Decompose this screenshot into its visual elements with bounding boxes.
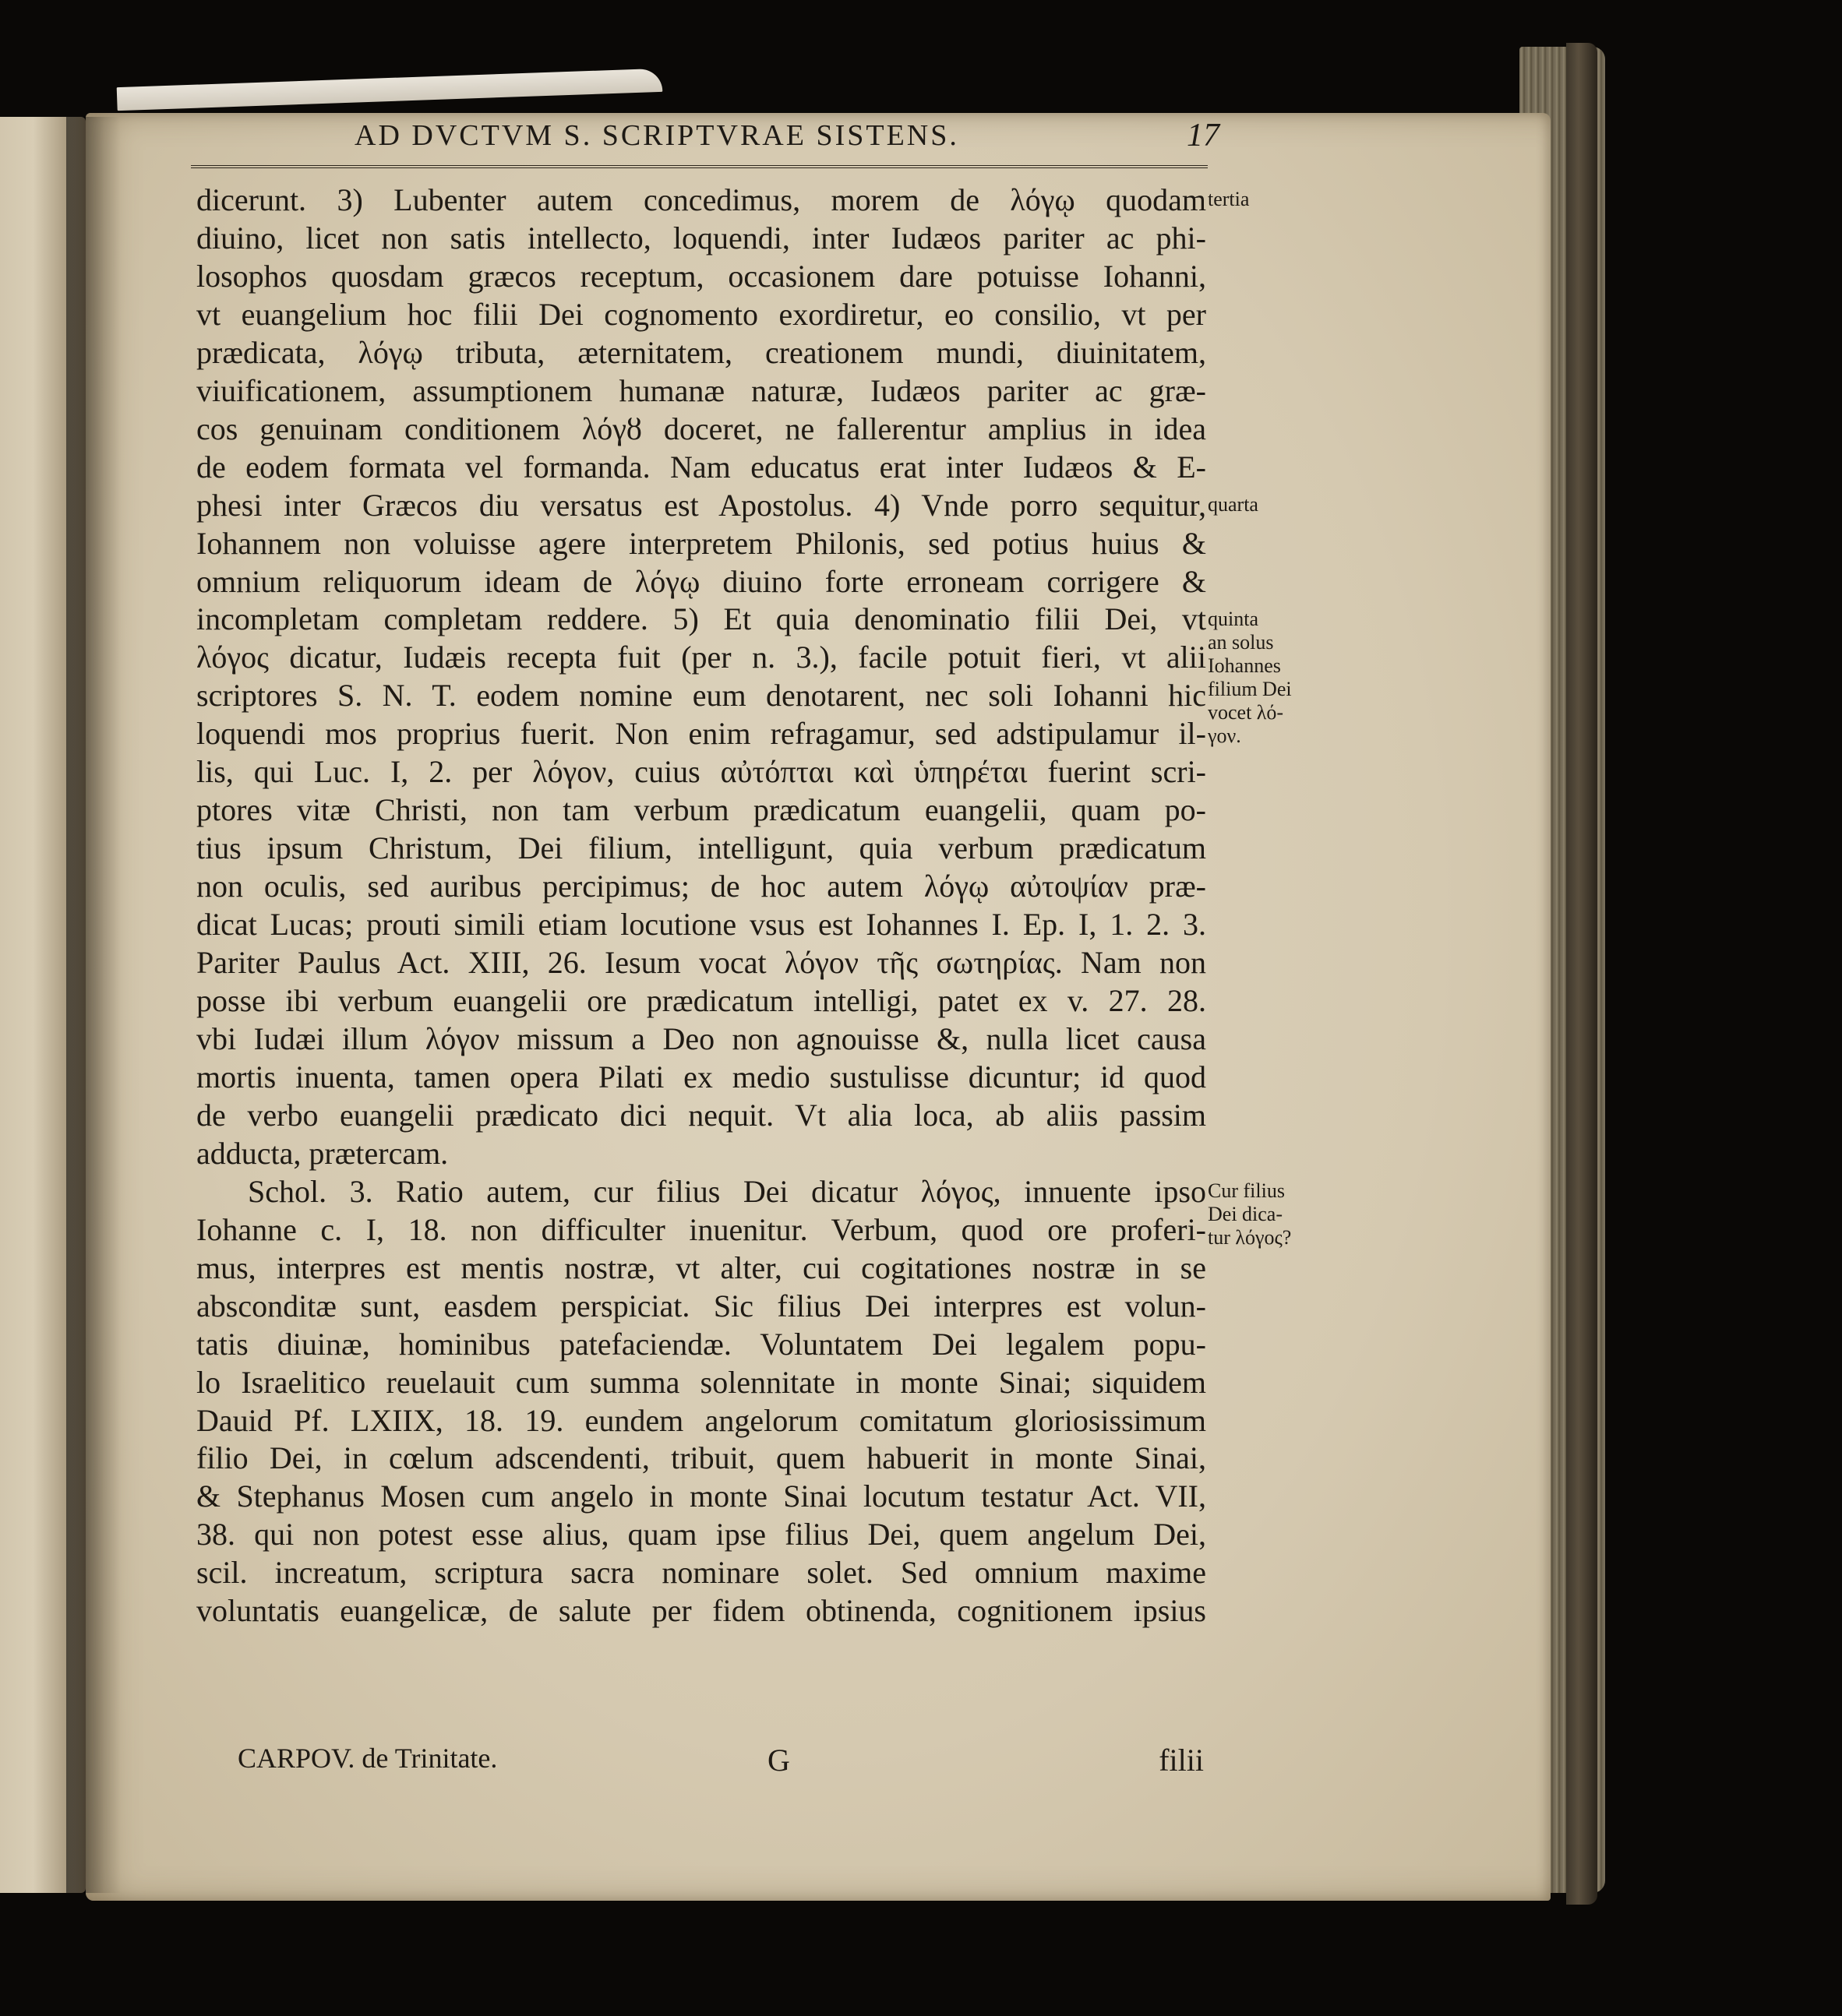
left-page-fragment	[0, 323, 1, 360]
margin-note	[1208, 1179, 1332, 1249]
text-line: dicat Lucas; prouti simili etiam locutione vsus est Iohannes I. Ep. I, 1. 2. 3.	[196, 907, 1206, 943]
margin-note-line: Dei dica-	[1208, 1202, 1283, 1225]
text-line: & Stephanus Mosen cum angelo in monte Sinai locutum testatur Act. VII,	[196, 1479, 1206, 1514]
margin-note-line: filium Dei	[1208, 677, 1292, 700]
margin-note-line: an solus	[1208, 630, 1274, 654]
text-line: Dauid Pf. LXIIX, 18. 19. eundem angelorum comitatum gloriosissimum	[196, 1402, 1206, 1438]
body-text	[196, 182, 1206, 1630]
margin-note	[1208, 188, 1332, 211]
text-line: phesi inter Græcos diu versatus est Apostolus. 4) Vnde porro sequitur,	[196, 487, 1206, 523]
text-line: λόγος dicatur, Iudæis recepta fuit (per n. 3.), facile potuit fieri, vt alii	[196, 640, 1206, 675]
margin-note-line: Cur filius	[1208, 1179, 1285, 1202]
margin-note-line: Iohannes	[1208, 654, 1281, 677]
text-line: lo Israelitico reuelauit cum summa solennitate in monte Sinai; siquidem	[196, 1364, 1206, 1400]
text-line: loquendi mos proprius fuerit. Non enim refragamur, sed adstipulamur il-	[196, 716, 1206, 752]
running-head: AD DVCTVM S. SCRIPTVRAE SISTENS.	[355, 119, 959, 152]
text-line: Iohanne c. I, 18. non difficulter inuenitur. Verbum, quod ore proferi-	[196, 1211, 1206, 1247]
text-line: scil. increatum, scriptura sacra nominare solet. Sed omnium maxime	[196, 1555, 1206, 1591]
text-line: diuino, licet non satis intellecto, loquendi, inter Iudæos pariter ac phi-	[196, 220, 1206, 256]
text-line: tius ipsum Christum, Dei filium, intelligunt, quia verbum prædicatum	[196, 830, 1206, 866]
text-line: lis, qui Luc. I, 2. per λόγον, cuius αὐτόπται καὶ ὑπηρέται fuerint scri-	[196, 754, 1206, 790]
margin-note	[1208, 493, 1332, 516]
text-line: ptores vitæ Christi, non tam verbum prædicatum euangelii, quam po-	[196, 792, 1206, 828]
margin-note-line: γον.	[1208, 724, 1241, 747]
page-header	[273, 118, 1219, 165]
margin-note-line: vocet λό-	[1208, 700, 1284, 724]
text-line: Iohannem non voluisse agere interpretem Philonis, sed potius huius &	[196, 525, 1206, 561]
text-line: incompletam completam reddere. 5) Et quia denominatio filii Dei, vt	[196, 601, 1206, 637]
text-line: posse ibi verbum euangelii ore prædicatum intelligi, patet ex v. 27. 28.	[196, 983, 1206, 1019]
header-rule	[191, 165, 1208, 168]
text-line: scriptores S. N. T. eodem nomine eum denotarent, nec soli Iohanni hic	[196, 678, 1206, 714]
text-line: viuificationem, assumptionem humanæ naturæ, Iudæos pariter ac græ-	[196, 372, 1206, 408]
text-line: omnium reliquorum ideam de λόγῳ diuino forte erroneam corrigere &	[196, 563, 1206, 599]
text-line: vt euangelium hoc filii Dei cognomento exordiretur, eo consilio, vt per	[196, 296, 1206, 332]
text-line: mortis inuenta, tamen opera Pilati ex medio sustulisse dicuntur; id quod	[196, 1059, 1206, 1094]
text-line: non oculis, sed auribus percipimus; de hoc autem λόγῳ αὐτοψίαν præ-	[196, 869, 1206, 904]
text-line: filio Dei, in cœlum adscendenti, tribuit, quem habuerit in monte Sinai,	[196, 1440, 1206, 1476]
text-line: mus, interpres est mentis nostræ, vt alter, cui cogitationes nostræ in se	[196, 1249, 1206, 1285]
catchword: filii	[1159, 1743, 1204, 1778]
margin-note-line: quarta	[1208, 492, 1258, 516]
text-line: de eodem formata vel formanda. Nam educatus erat inter Iudæos & E-	[196, 449, 1206, 485]
margin-note	[1208, 608, 1332, 748]
text-line: 38. qui non potest esse alius, quam ipse filius Dei, quem angelum Dei,	[196, 1517, 1206, 1553]
paper-strip	[117, 69, 663, 111]
book-cover	[1566, 43, 1597, 1905]
text-line: cos genuinam conditionem λόγȣ doceret, ne fallerentur amplius in idea	[196, 411, 1206, 446]
text-line: Schol. 3. Ratio autem, cur filius Dei dicatur λόγος, innuente ipso	[248, 1173, 1206, 1209]
text-line: voluntatis euangelicæ, de salute per fidem obtinenda, cognitionem ipsius	[196, 1593, 1206, 1629]
text-line: losophos quosdam græcos receptum, occasionem dare potuisse Iohanni,	[196, 258, 1206, 294]
margin-note-line: quinta	[1208, 607, 1258, 630]
text-line: dicerunt. 3) Lubenter autem concedimus, morem de λόγῳ quodam	[196, 182, 1206, 217]
text-line: tatis diuinæ, hominibus patefaciendæ. Voluntatem Dei legalem popu-	[196, 1326, 1206, 1362]
gathering-mark: G	[768, 1743, 790, 1778]
page-footer	[238, 1742, 1204, 1782]
text-line: adducta, prætercam.	[196, 1135, 449, 1171]
margin-note-line: tur λόγος?	[1208, 1225, 1292, 1249]
gutter-shadow	[66, 117, 121, 1893]
text-line: absconditæ sunt, easdem perspiciat. Sic filius Dei interpres est volun-	[196, 1288, 1206, 1323]
text-line: de verbo euangelii prædicato dici nequit. Vt alia loca, ab aliis passim	[196, 1097, 1206, 1133]
text-line: prædicata, λόγῳ tributa, æternitatem, creationem mundi, diuinitatem,	[196, 334, 1206, 370]
signature-line: CARPOV. de Trinitate.	[238, 1743, 498, 1774]
text-line: Pariter Paulus Act. XIII, 26. Iesum vocat λόγον τῆς σωτηρίας. Nam non	[196, 945, 1206, 981]
text-line: vbi Iudæi illum λόγον missum a Deo non agnouisse &, nulla licet causa	[196, 1020, 1206, 1056]
page-number: 17	[1187, 118, 1219, 153]
margin-note-line: tertia	[1208, 188, 1250, 210]
